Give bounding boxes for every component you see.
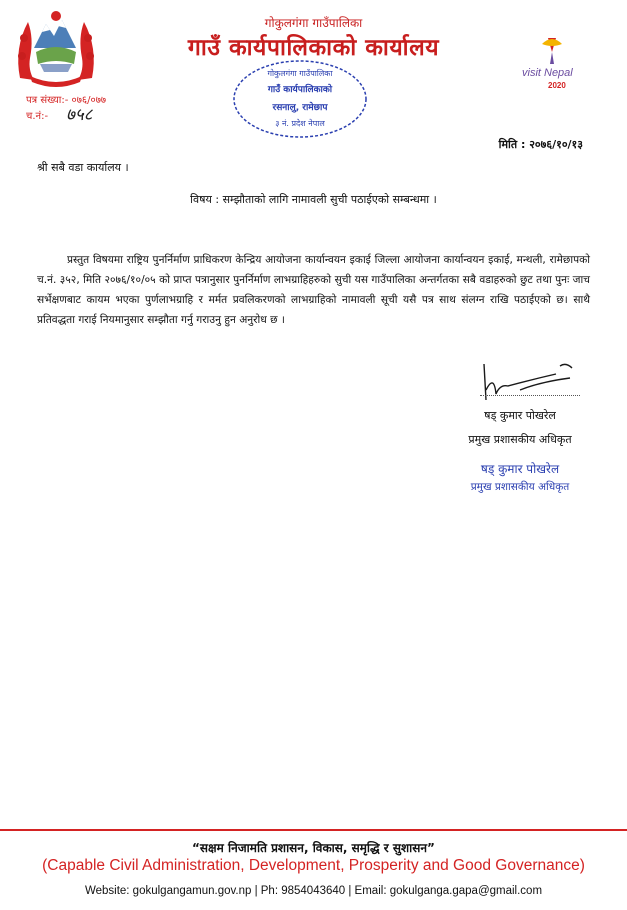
footer-divider <box>0 829 627 831</box>
stamp-line-4: ३ नं. प्रदेश नेपाल <box>275 119 325 128</box>
office-name: गोकुलगंगा गाउँपालिका <box>264 16 363 30</box>
stamp-line-1: गोकुलगंगा गाउँपालिका <box>267 69 333 78</box>
stamp-line-3: रसनालु, रामेछाप <box>272 103 328 113</box>
letter-date: मिति : २०७६/१०/१३ <box>498 138 583 151</box>
motto: “सक्षम निजामति प्रशासन, विकास, समृद्धि र सुशासन” <box>192 841 435 855</box>
title-stamp: प्रमुख प्रशासकीय अधिकृत <box>470 481 570 493</box>
office-title: गाउँ कार्यपालिकाको कार्यालय <box>187 35 440 61</box>
recipient: श्री सबै वडा कार्यालय । <box>37 161 129 174</box>
reference-number: पत्र संख्या:- ०७६/०७७ <box>26 95 107 106</box>
dispatch-number-label: च.नं:- <box>26 111 49 122</box>
signatory-name: षड् कुमार पोखरेल <box>484 409 556 422</box>
subject-line: विषय : सम्झौताको लागि नामावली सुची पठाईएको सम्बन्धमा । <box>190 193 437 206</box>
visit-nepal-logo <box>518 34 598 94</box>
handwritten-signature <box>460 360 580 410</box>
signatory-title: प्रमुख प्रशासकीय अधिकृत <box>468 433 572 446</box>
office-stamp <box>230 58 370 140</box>
name-stamp: षड् कुमार पोखरेल <box>480 462 560 476</box>
letter-body: प्रस्तुत विषयमा राष्ट्रिय पुनर्निर्माण प्राधिकरण केन्द्रिय आयोजना कार्यान्वयन इकाई जिल्ला आयोजना कार्यान्वयन इकाई, मन्थली, रामेछापको च.नं. ३५२, मिति २०७६/१०/०५ को प्राप्त पत्रानुसार पुनर्निर्माण लाभग्राहिहरुको सुची यस गाउँपालिका अन्तर्गतका सबै वडाहरुको छुट तथा पुनः जाच सर्भेक्षणबाट कायम भएका पुर्णलाभग्राहि र मर्मत प्रवलिकरणको लाभग्राहिको नामावली सूची यसै पत्र साथ संलग्न राखि पठाईएको छ। साथै प्रतिवद्धता गराई नियमानुसार सम्झौता गर्नु गराउनु हुन अनुरोध छ । <box>37 254 590 326</box>
visit-logo-year: 2020 <box>548 81 566 90</box>
contact-info: Website: gokulgangamun.gov.np | Ph: 9854043640 | Email: gokulganga.gapa@gmail.com <box>84 885 543 897</box>
visit-logo-text: visit Nepal <box>522 67 573 79</box>
dispatch-number-value: ७५८ <box>66 105 93 125</box>
stamp-line-2: गाउँ कार्यपालिकाको <box>267 85 333 95</box>
motto-english: (Capable Civil Administration, Development, Prosperity and Good Governance) <box>42 857 585 874</box>
signature-line <box>480 395 580 396</box>
